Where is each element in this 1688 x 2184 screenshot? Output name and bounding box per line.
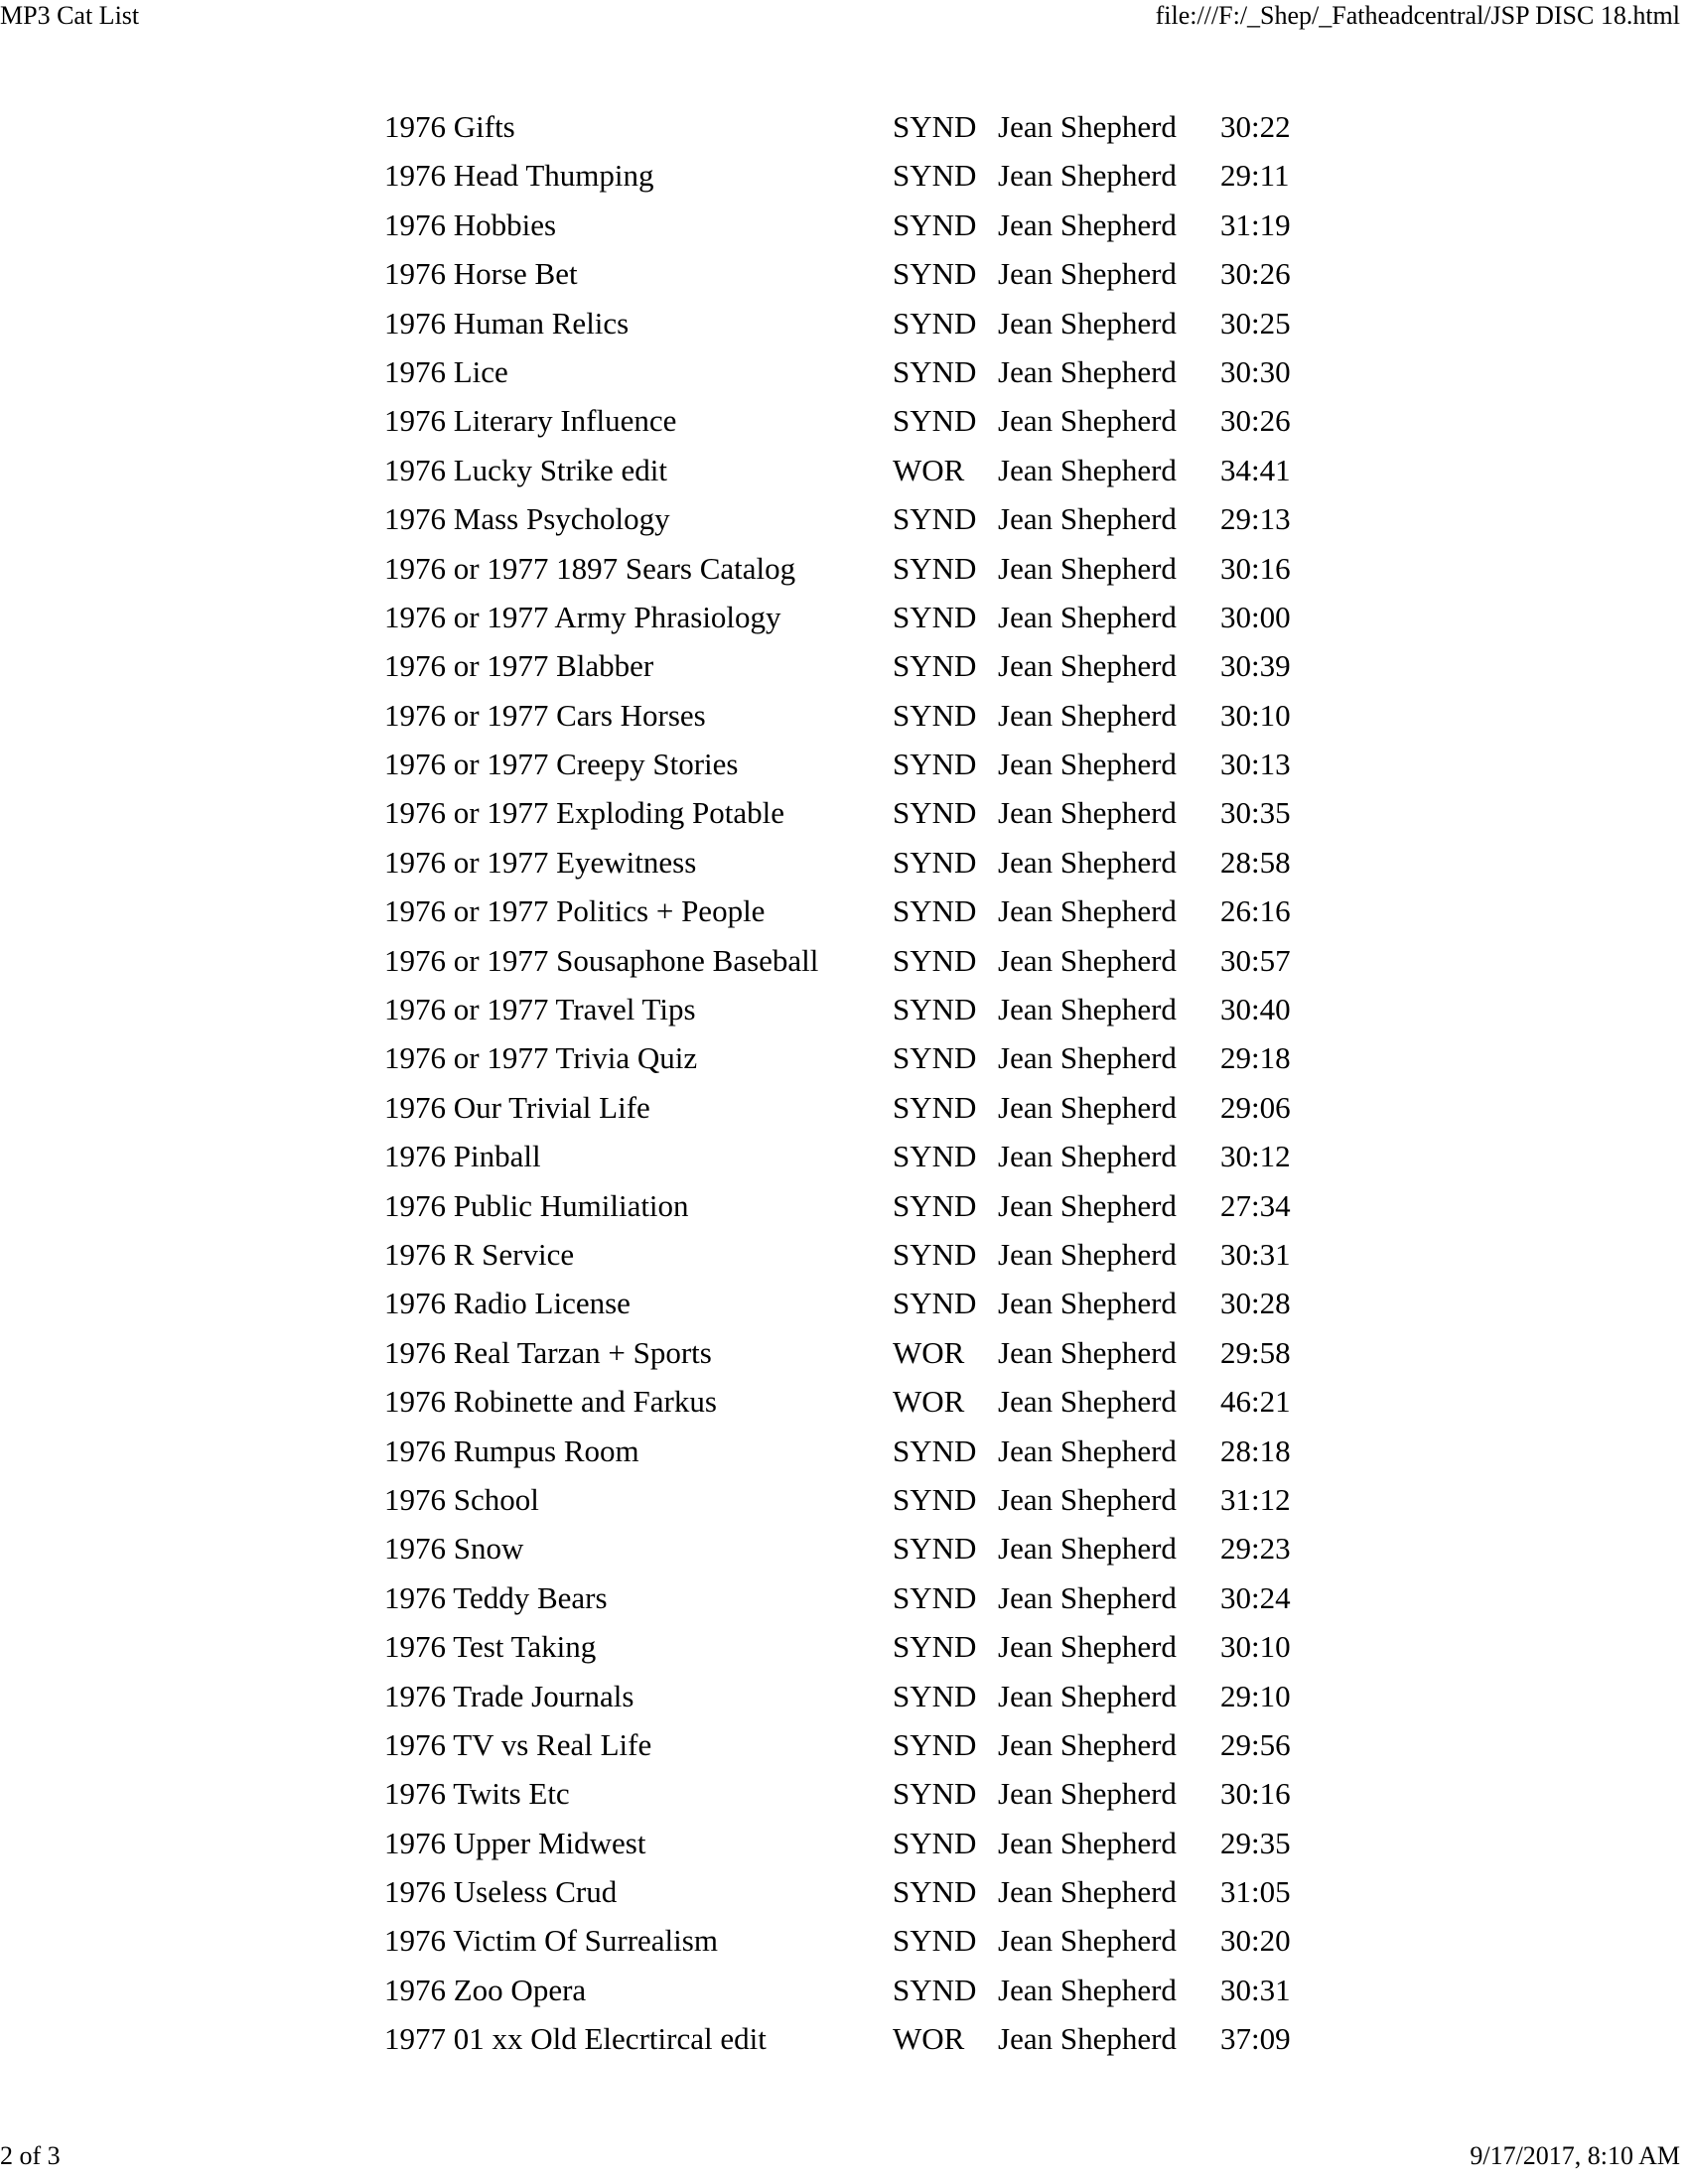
station-label: SYND [893, 697, 977, 733]
host-name: Jean Shepherd [998, 992, 1177, 1027]
episode-title: 1976 Zoo Opera [384, 1972, 587, 2007]
station-label: SYND [893, 1972, 977, 2007]
duration-value: 30:22 [1220, 109, 1291, 144]
host-name: Jean Shepherd [998, 1776, 1177, 1812]
catalog-row [384, 201, 1308, 249]
duration-value: 30:39 [1220, 648, 1291, 684]
host-name: Jean Shepherd [998, 893, 1177, 929]
catalog-row [384, 1181, 1308, 1230]
catalog-row [384, 446, 1308, 494]
episode-title: 1976 or 1977 Army Phrasiology [384, 599, 781, 634]
catalog-row [384, 740, 1308, 788]
episode-title: 1976 Upper Midwest [384, 1825, 646, 1860]
page-title: MP3 Cat List [0, 1, 140, 30]
host-name: Jean Shepherd [998, 1384, 1177, 1420]
catalog-row [384, 1524, 1308, 1572]
host-name: Jean Shepherd [998, 942, 1177, 978]
station-label: SYND [893, 1825, 977, 1860]
catalog-row [384, 985, 1308, 1033]
catalog-row [384, 1769, 1308, 1818]
episode-title: 1976 Twits Etc [384, 1776, 570, 1812]
host-name: Jean Shepherd [998, 1334, 1177, 1370]
host-name: Jean Shepherd [998, 1629, 1177, 1665]
episode-title: 1976 Robinette and Farkus [384, 1384, 717, 1420]
page-url: file:///F:/_Shep/_Fatheadcentral/JSP DISC 18.html [1155, 1, 1680, 30]
duration-value: 30:31 [1220, 1972, 1291, 2007]
duration-value: 26:16 [1220, 893, 1291, 929]
duration-value: 29:58 [1220, 1334, 1291, 1370]
duration-value: 30:16 [1220, 1776, 1291, 1812]
catalog-row [384, 788, 1308, 837]
host-name: Jean Shepherd [998, 501, 1177, 537]
episode-title: 1976 Snow [384, 1531, 524, 1567]
station-label: WOR [893, 452, 965, 487]
host-name: Jean Shepherd [998, 353, 1177, 389]
station-label: SYND [893, 893, 977, 929]
episode-title: 1976 or 1977 Creepy Stories [384, 747, 739, 782]
duration-value: 29:18 [1220, 1040, 1291, 1076]
episode-title: 1976 Rumpus Room [384, 1433, 639, 1468]
duration-value: 29:56 [1220, 1726, 1291, 1762]
station-label: SYND [893, 501, 977, 537]
catalog-row [384, 838, 1308, 887]
episode-title: 1976 or 1977 Blabber [384, 648, 654, 684]
station-label: SYND [893, 1139, 977, 1174]
catalog-row [384, 1966, 1308, 2014]
duration-value: 30:57 [1220, 942, 1291, 978]
station-label: SYND [893, 109, 977, 144]
catalog-row [384, 1033, 1308, 1082]
duration-value: 27:34 [1220, 1187, 1291, 1223]
host-name: Jean Shepherd [998, 648, 1177, 684]
host-name: Jean Shepherd [998, 206, 1177, 242]
episode-title: 1976 TV vs Real Life [384, 1726, 652, 1762]
catalog-row [384, 1377, 1308, 1426]
station-label: SYND [893, 1286, 977, 1321]
host-name: Jean Shepherd [998, 697, 1177, 733]
catalog-row [384, 1132, 1308, 1180]
station-label: SYND [893, 795, 977, 831]
duration-value: 31:12 [1220, 1481, 1291, 1517]
episode-title: 1976 Real Tarzan + Sports [384, 1334, 712, 1370]
episode-title: 1976 Public Humiliation [384, 1187, 689, 1223]
host-name: Jean Shepherd [998, 403, 1177, 439]
episode-title: 1976 or 1977 1897 Sears Catalog [384, 550, 796, 586]
station-label: SYND [893, 1776, 977, 1812]
station-label: WOR [893, 2021, 965, 2057]
host-name: Jean Shepherd [998, 1040, 1177, 1076]
host-name: Jean Shepherd [998, 1481, 1177, 1517]
station-label: SYND [893, 256, 977, 292]
episode-title: 1976 Pinball [384, 1139, 541, 1174]
station-label: SYND [893, 1531, 977, 1567]
host-name: Jean Shepherd [998, 1579, 1177, 1615]
catalog-list [384, 102, 1308, 2064]
station-label: SYND [893, 1236, 977, 1272]
episode-title: 1976 or 1977 Politics + People [384, 893, 766, 929]
catalog-row [384, 1672, 1308, 1720]
episode-title: 1976 Head Thumping [384, 158, 654, 194]
episode-title: 1976 School [384, 1481, 539, 1517]
station-label: SYND [893, 1629, 977, 1665]
page-number: 2 of 3 [0, 2141, 61, 2170]
host-name: Jean Shepherd [998, 305, 1177, 341]
duration-value: 30:28 [1220, 1286, 1291, 1321]
episode-title: 1976 or 1977 Travel Tips [384, 992, 696, 1027]
host-name: Jean Shepherd [998, 109, 1177, 144]
catalog-row [384, 1083, 1308, 1132]
duration-value: 28:58 [1220, 844, 1291, 880]
catalog-row [384, 544, 1308, 593]
catalog-row [384, 299, 1308, 347]
station-label: SYND [893, 353, 977, 389]
station-label: SYND [893, 206, 977, 242]
duration-value: 30:31 [1220, 1236, 1291, 1272]
duration-value: 30:40 [1220, 992, 1291, 1027]
episode-title: 1976 or 1977 Cars Horses [384, 697, 706, 733]
episode-title: 1976 Lice [384, 353, 508, 389]
host-name: Jean Shepherd [998, 550, 1177, 586]
catalog-row [384, 494, 1308, 543]
duration-value: 29:23 [1220, 1531, 1291, 1567]
print-timestamp: 9/17/2017, 8:10 AM [1470, 2141, 1680, 2170]
host-name: Jean Shepherd [998, 1726, 1177, 1762]
host-name: Jean Shepherd [998, 1874, 1177, 1910]
duration-value: 30:16 [1220, 550, 1291, 586]
catalog-row [384, 396, 1308, 445]
station-label: SYND [893, 1433, 977, 1468]
episode-title: 1976 Radio License [384, 1286, 631, 1321]
host-name: Jean Shepherd [998, 2021, 1177, 2057]
catalog-row [384, 1720, 1308, 1769]
episode-title: 1976 Victim Of Surrealism [384, 1923, 718, 1959]
episode-title: 1976 Useless Crud [384, 1874, 618, 1910]
duration-value: 37:09 [1220, 2021, 1291, 2057]
host-name: Jean Shepherd [998, 599, 1177, 634]
episode-title: 1976 or 1977 Eyewitness [384, 844, 697, 880]
station-label: SYND [893, 1923, 977, 1959]
duration-value: 30:24 [1220, 1579, 1291, 1615]
duration-value: 30:20 [1220, 1923, 1291, 1959]
catalog-row [384, 691, 1308, 740]
duration-value: 30:00 [1220, 599, 1291, 634]
duration-value: 28:18 [1220, 1433, 1291, 1468]
station-label: SYND [893, 1187, 977, 1223]
duration-value: 30:26 [1220, 256, 1291, 292]
station-label: SYND [893, 305, 977, 341]
duration-value: 31:05 [1220, 1874, 1291, 1910]
host-name: Jean Shepherd [998, 1923, 1177, 1959]
catalog-row [384, 2014, 1308, 2063]
catalog-row [384, 249, 1308, 298]
station-label: SYND [893, 599, 977, 634]
episode-title: 1976 or 1977 Sousaphone Baseball [384, 942, 819, 978]
host-name: Jean Shepherd [998, 844, 1177, 880]
catalog-row [384, 1328, 1308, 1377]
episode-title: 1976 or 1977 Trivia Quiz [384, 1040, 698, 1076]
station-label: SYND [893, 1874, 977, 1910]
catalog-row [384, 1279, 1308, 1327]
duration-value: 30:10 [1220, 697, 1291, 733]
catalog-row [384, 936, 1308, 985]
duration-value: 30:26 [1220, 403, 1291, 439]
host-name: Jean Shepherd [998, 1433, 1177, 1468]
duration-value: 30:30 [1220, 353, 1291, 389]
station-label: SYND [893, 1678, 977, 1713]
catalog-row [384, 1867, 1308, 1916]
duration-value: 30:35 [1220, 795, 1291, 831]
duration-value: 30:12 [1220, 1139, 1291, 1174]
episode-title: 1976 Gifts [384, 109, 515, 144]
catalog-row [384, 1230, 1308, 1279]
station-label: SYND [893, 550, 977, 586]
duration-value: 30:25 [1220, 305, 1291, 341]
station-label: SYND [893, 992, 977, 1027]
host-name: Jean Shepherd [998, 1089, 1177, 1125]
duration-value: 29:06 [1220, 1089, 1291, 1125]
host-name: Jean Shepherd [998, 1236, 1177, 1272]
catalog-row [384, 1427, 1308, 1475]
catalog-row [384, 102, 1308, 151]
episode-title: 1976 Test Taking [384, 1629, 597, 1665]
duration-value: 29:35 [1220, 1825, 1291, 1860]
episode-title: 1976 or 1977 Exploding Potable [384, 795, 784, 831]
station-label: SYND [893, 1726, 977, 1762]
catalog-row [384, 151, 1308, 200]
episode-title: 1976 Literary Influence [384, 403, 677, 439]
duration-value: 46:21 [1220, 1384, 1291, 1420]
episode-title: 1976 Mass Psychology [384, 501, 670, 537]
duration-value: 29:11 [1220, 158, 1290, 194]
duration-value: 34:41 [1220, 452, 1291, 487]
catalog-row [384, 347, 1308, 396]
station-label: WOR [893, 1384, 965, 1420]
catalog-row [384, 1573, 1308, 1622]
station-label: SYND [893, 1579, 977, 1615]
station-label: SYND [893, 648, 977, 684]
host-name: Jean Shepherd [998, 1972, 1177, 2007]
catalog-row [384, 1819, 1308, 1867]
episode-title: 1976 Human Relics [384, 305, 630, 341]
catalog-row [384, 593, 1308, 641]
catalog-row [384, 641, 1308, 690]
station-label: SYND [893, 403, 977, 439]
duration-value: 30:13 [1220, 747, 1291, 782]
station-label: SYND [893, 1089, 977, 1125]
catalog-row [384, 887, 1308, 935]
episode-title: 1976 Teddy Bears [384, 1579, 608, 1615]
catalog-row [384, 1916, 1308, 1965]
duration-value: 29:13 [1220, 501, 1291, 537]
station-label: SYND [893, 1040, 977, 1076]
catalog-row [384, 1475, 1308, 1524]
station-label: SYND [893, 158, 977, 194]
episode-title: 1976 Lucky Strike edit [384, 452, 667, 487]
station-label: WOR [893, 1334, 965, 1370]
station-label: SYND [893, 1481, 977, 1517]
catalog-row [384, 1622, 1308, 1671]
episode-title: 1976 Our Trivial Life [384, 1089, 650, 1125]
episode-title: 1976 Hobbies [384, 206, 557, 242]
station-label: SYND [893, 942, 977, 978]
host-name: Jean Shepherd [998, 747, 1177, 782]
host-name: Jean Shepherd [998, 256, 1177, 292]
host-name: Jean Shepherd [998, 452, 1177, 487]
host-name: Jean Shepherd [998, 795, 1177, 831]
host-name: Jean Shepherd [998, 1678, 1177, 1713]
host-name: Jean Shepherd [998, 158, 1177, 194]
host-name: Jean Shepherd [998, 1139, 1177, 1174]
host-name: Jean Shepherd [998, 1286, 1177, 1321]
host-name: Jean Shepherd [998, 1825, 1177, 1860]
duration-value: 30:10 [1220, 1629, 1291, 1665]
duration-value: 31:19 [1220, 206, 1291, 242]
episode-title: 1976 Trade Journals [384, 1678, 634, 1713]
station-label: SYND [893, 747, 977, 782]
host-name: Jean Shepherd [998, 1187, 1177, 1223]
duration-value: 29:10 [1220, 1678, 1291, 1713]
episode-title: 1976 Horse Bet [384, 256, 578, 292]
station-label: SYND [893, 844, 977, 880]
episode-title: 1976 R Service [384, 1236, 575, 1272]
episode-title: 1977 01 xx Old Elecrtircal edit [384, 2021, 767, 2057]
host-name: Jean Shepherd [998, 1531, 1177, 1567]
